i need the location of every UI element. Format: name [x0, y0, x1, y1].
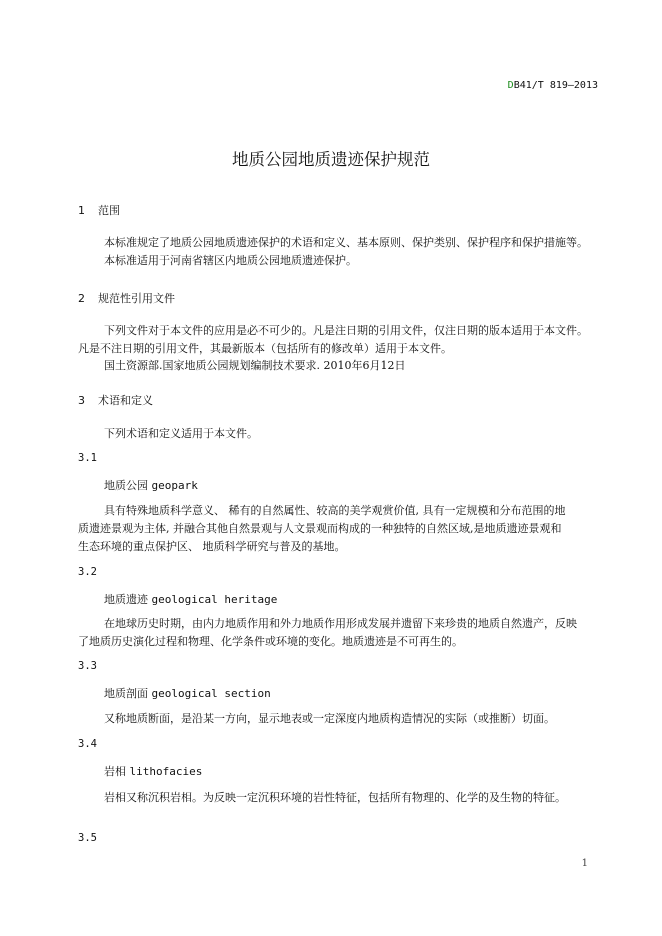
definition-line: 生态环境的重点保护区、 地质科学研究与普及的基地。	[78, 540, 346, 553]
document-code: DB41/T 819—2013	[507, 80, 598, 91]
page-title: 地质公园地质遗迹保护规范	[232, 150, 430, 169]
section-heading: 1 范围	[78, 204, 120, 217]
paragraph: 国土资源部.国家地质公园规划编制技术要求. 2010年6月12日	[104, 359, 406, 372]
definition-line: 又称地质断面，是沿某一方向，显示地表或一定深度内地质构造情况的实际（或推断）切面。	[104, 712, 555, 725]
section-heading: 2 规范性引用文件	[78, 292, 175, 305]
definition-line: 在地球历史时期，由内力地质作用和外力地质作用形成发展并遗留下来珍贵的地质自然遗产，反映	[104, 617, 577, 630]
term-title: 地质遗迹 geological heritage	[104, 593, 278, 606]
clause-number: 3.3	[78, 660, 97, 672]
clause-number: 3.1	[78, 452, 97, 464]
definition-line: 质遗迹景观为主体, 并融合其他自然景观与人文景观而构成的一种独特的自然区域,是地质遗迹景观和	[78, 522, 562, 535]
term-title: 岩相 lithofacies	[104, 765, 203, 778]
definition-line: 岩相又称沉积岩相。为反映一定沉积环境的岩性特征，包括所有物理的、化学的及生物的特征。	[104, 791, 566, 804]
paragraph: 本标准规定了地质公园地质遗迹保护的术语和定义、基本原则、保护类别、保护程序和保护措施等。	[104, 236, 588, 249]
paragraph: 下列文件对于本文件的应用是必不可少的。凡是注日期的引用文件，仅注日期的版本适用于本文件。	[104, 324, 588, 337]
clause-number: 3.5	[78, 832, 97, 844]
definition-line: 具有特殊地质科学意义、 稀有的自然属性、较高的美学观赏价值, 具有一定规模和分布范围的地	[104, 504, 566, 517]
paragraph: 本标准适用于河南省辖区内地质公园地质遗迹保护。	[104, 254, 357, 267]
clause-number: 3.4	[78, 738, 97, 750]
page-number: 1	[581, 858, 588, 869]
term-title: 地质剖面 geological section	[104, 687, 271, 700]
paragraph: 凡是不注日期的引用文件，其最新版本（包括所有的修改单）适用于本文件。	[78, 342, 452, 355]
section-heading: 3 术语和定义	[78, 394, 153, 407]
definition-line: 了地质历史演化过程和物理、化学条件或环境的变化。地质遗迹是不可再生的。	[78, 635, 463, 648]
clause-number: 3.2	[78, 566, 97, 578]
paragraph: 下列术语和定义适用于本文件。	[104, 427, 258, 440]
term-title: 地质公园 geopark	[104, 479, 198, 492]
